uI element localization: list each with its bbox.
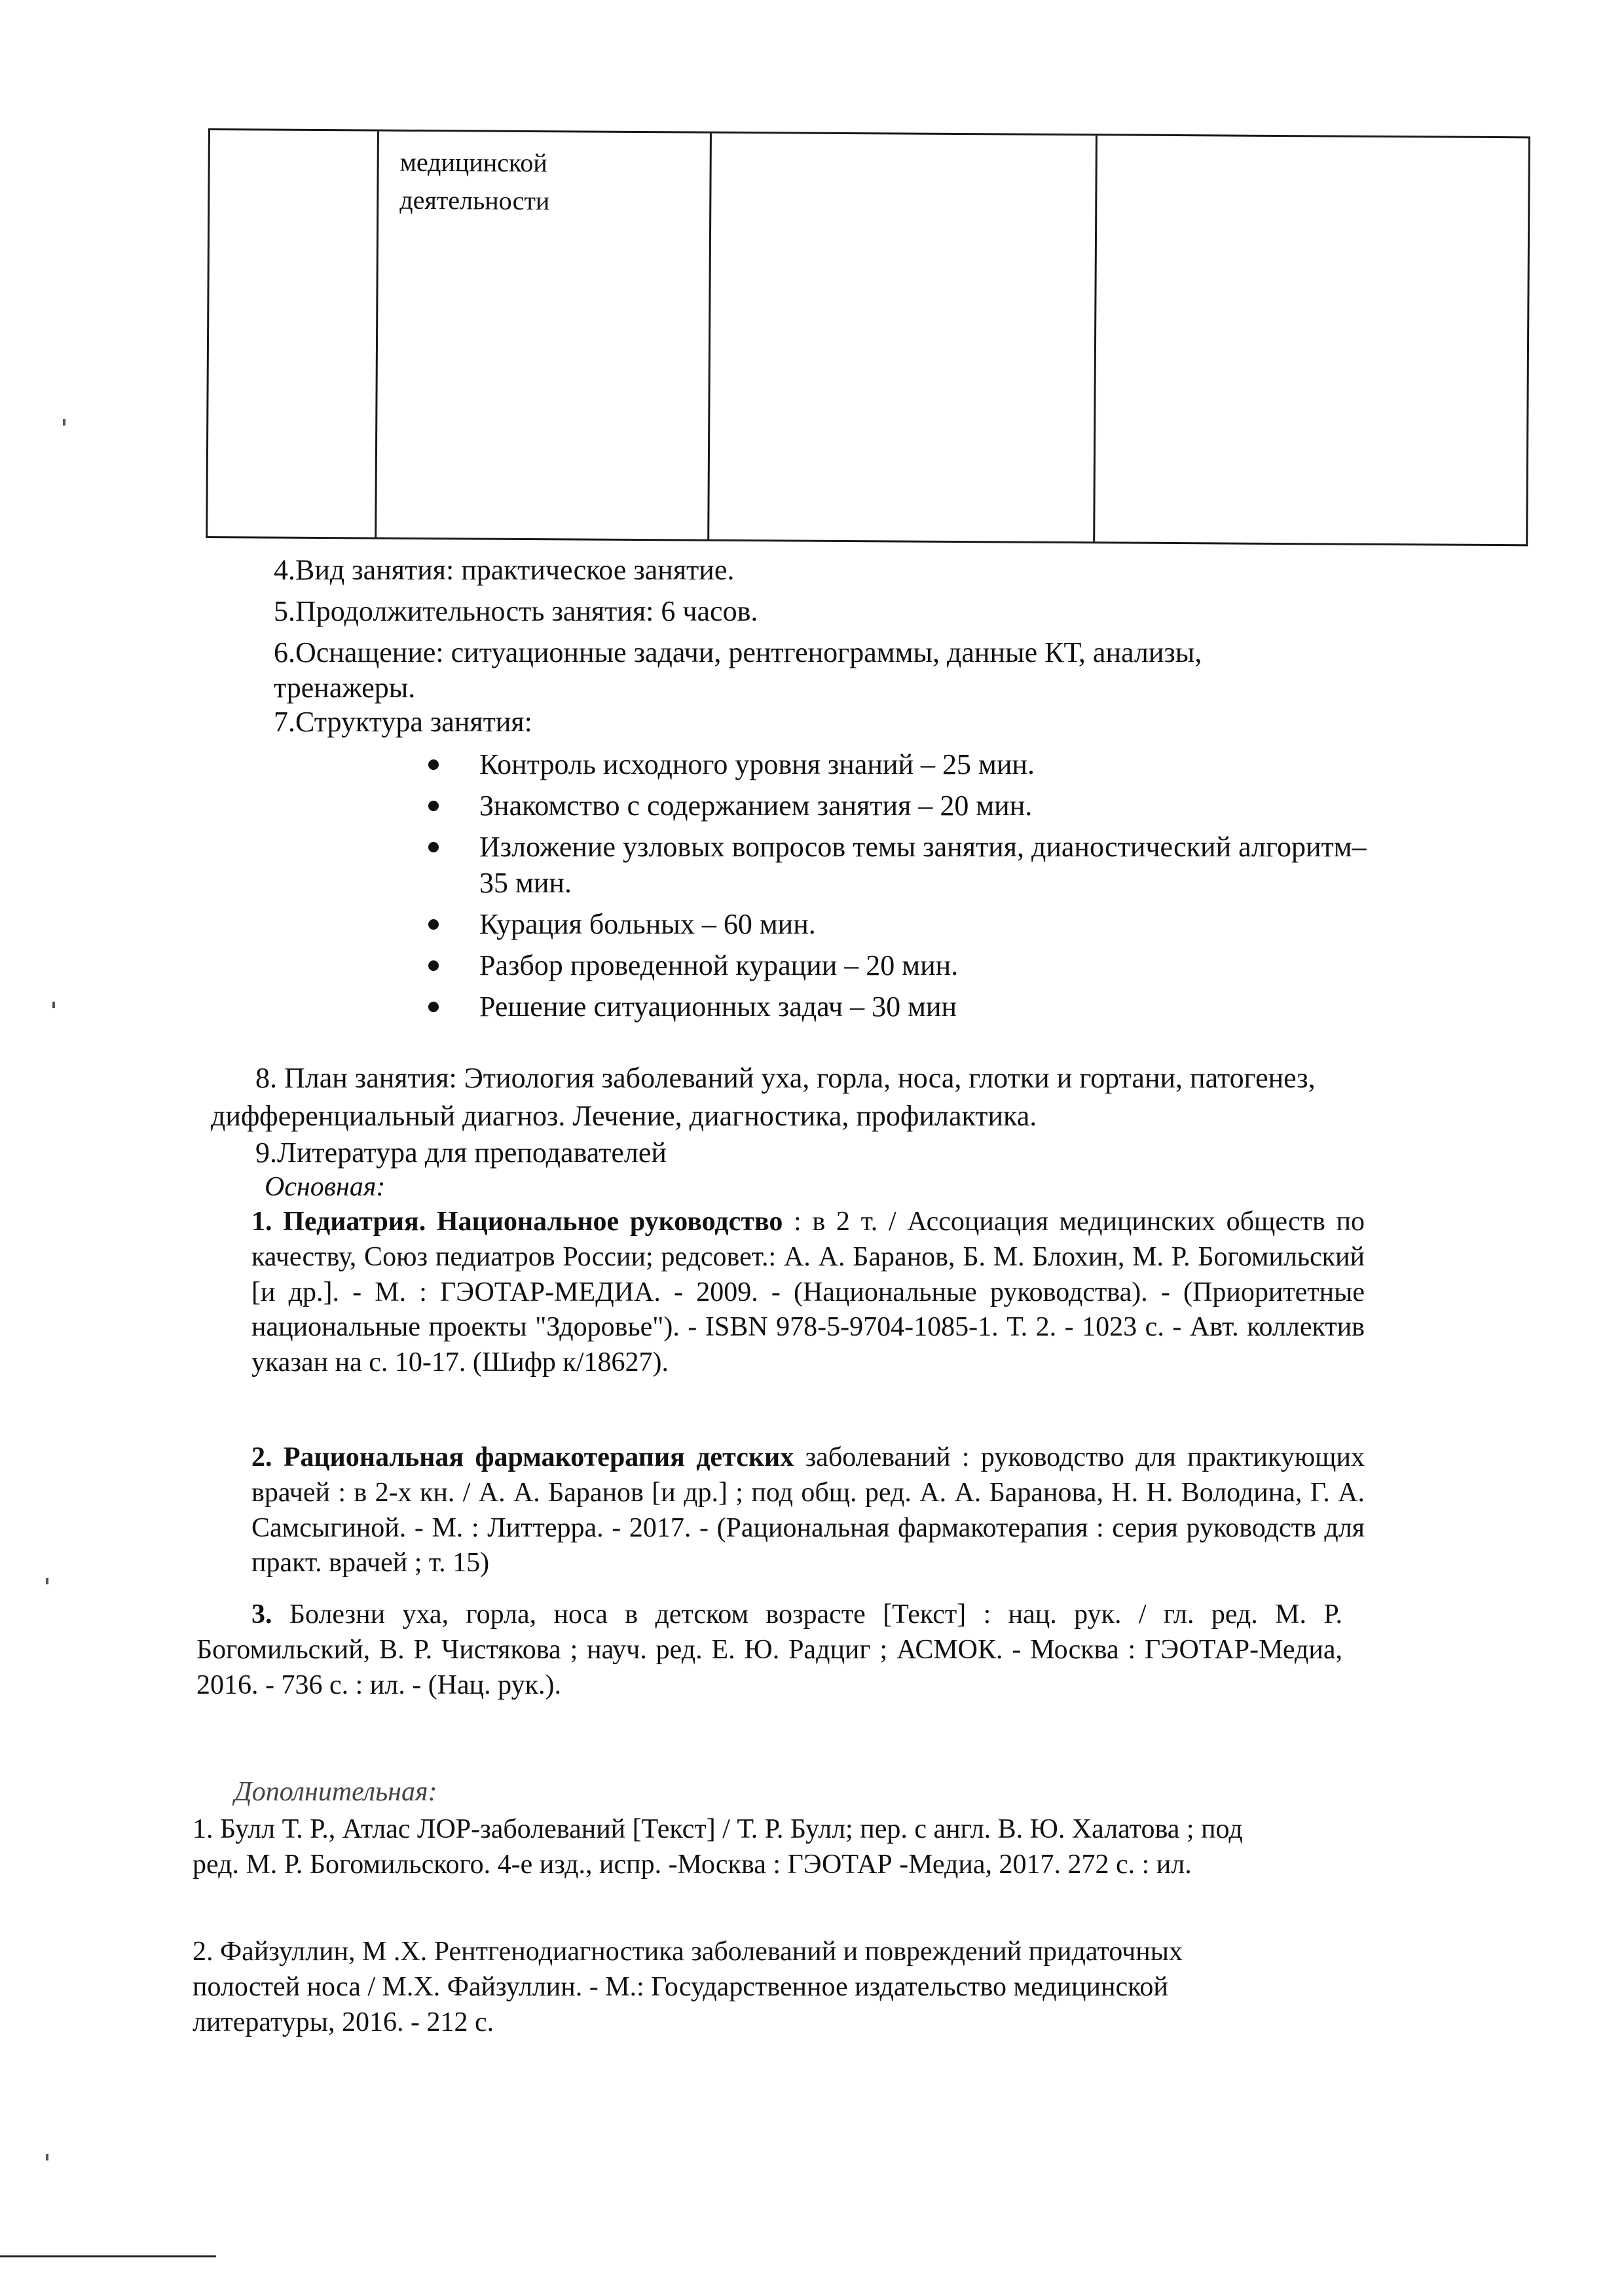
table-column-divider [1093,136,1098,541]
scan-mark [46,2154,48,2160]
reference-details: Болезни уха, горла, носа в детском возрасте [Текст] : нац. рук. / гл. ред. М. Р. Богомильский, В. Р. Чистякова ; науч. ред. Е. Ю. Радциг ; АСМОК. - Москва : ГЭОТАР-Медиа, 2016. - 736 с. : ил. - (Нац. рук.). [196,1599,1342,1700]
main-literature-heading: Основная: [265,1172,386,1202]
list-item-text: Знакомство с содержанием занятия – 20 мин. [479,790,1033,822]
list-item-text: 35 мин. [479,867,572,899]
table-cell-line: медицинской [399,147,547,178]
list-item-text: Контроль исходного уровня знаний – 25 мин. [479,748,1035,780]
table-column-divider [707,134,712,539]
reference-title: 1. Педиатрия. Национальное руководство [251,1207,783,1237]
table-fragment [206,128,1530,546]
footnote-rule [0,2255,216,2257]
item-equipment-cont: тренажеры. [274,672,416,704]
list-item [419,788,1367,824]
list-item [419,829,1367,901]
reference-details: : в 2 т. / Ассоциация медицинских обществ по качеству, Союз педиатров России; редсовет.: А. А. Баранов, Б. М. Блохин, М. Р. Богомильский [и др.]. - М. : ГЭОТАР-МЕДИА. - 2009. - (Национальные руководства). - (Приоритетные национальные проекты "Здоровье"). - ISBN 978-5-9704-1085-1. Т. 2. - 1023 с. - Авт. коллектив указан на с. 10-17. (Шифр к/18627). [251,1207,1365,1377]
extra-reference-2: 2. Файзуллин, М .Х. Рентгенодиагностика заболеваний и повреждений придаточных полостей носа / М.Х. Файзуллин. - М.: Государственное издательство медицинской литературы, 2016. - 212 с. [193,1937,1183,2037]
literature-heading: 9.Литература для преподавателей [255,1137,667,1169]
bullet-icon [428,919,439,930]
list-item [419,989,1367,1025]
item-structure-heading: 7.Структура занятия: [274,706,532,738]
plan-line: дифференциальный диагноз. Лечение, диагностика, профилактика. [211,1100,1037,1132]
list-item [419,947,1367,983]
item-duration: 5.Продолжительность занятия: 6 часов. [274,595,758,627]
structure-list [419,746,1367,1030]
item-equipment: 6.Оснащение: ситуационные задачи, рентгенограммы, данные КТ, анализы, [274,636,1202,668]
main-reference-3 [196,1597,1342,1703]
list-item-text: Разбор проведенной курации – 20 мин. [479,949,959,981]
table-column-divider [375,132,379,538]
bullet-icon [428,842,439,852]
item-lesson-type: 4.Вид занятия: практическое занятие. [274,554,735,586]
scan-mark [52,1002,55,1008]
extra-reference-1: 1. Булл Т. Р., Атлас ЛОР-заболеваний [Текст] / Т. Р. Булл; пер. с англ. В. Ю. Халатова ; под ред. М. Р. Богомильского. 4-е изд., испр. -Москва : ГЭОТАР -Медиа, 2017. 272 с. : ил. [193,1814,1243,1880]
list-item-text: Решение ситуационных задач – 30 мин [479,991,957,1023]
scan-mark [46,1578,48,1584]
extra-literature-heading: Дополнительная: [234,1777,437,1807]
list-item [419,746,1367,782]
bullet-icon [428,960,439,971]
reference-title: 2. Рациональная фармакотерапия детских [251,1442,794,1472]
bullet-icon [428,759,439,770]
list-item-text: Изложение узловых вопросов темы занятия, дианостический алгоритм– [479,831,1367,863]
reference-details: заболеваний : руководство для практикующих врачей : в 2-х кн. / А. А. Баранов [и др.] ; под общ. ред. А. А. Баранова, Н. Н. Володина, Г. А. Самсыгиной. - М. : Литтерра. - 2017. - (Рациональная фармакотерапия : серия руководств для практ. врачей ; т. 15) [251,1442,1365,1578]
main-reference-1 [251,1205,1365,1381]
table-cell [399,143,550,220]
reference-title: 3. [251,1599,272,1630]
list-item [419,906,1367,942]
bullet-icon [428,801,439,811]
scan-mark [63,419,65,426]
bullet-icon [428,1002,439,1012]
plan-line: 8. План занятия: Этиология заболеваний уха, горла, носа, глотки и гортани, патогенез, [255,1062,1316,1094]
table-cell-line: деятельности [399,185,550,216]
main-reference-2 [251,1440,1365,1581]
list-item-text: Курация больных – 60 мин. [479,908,816,940]
